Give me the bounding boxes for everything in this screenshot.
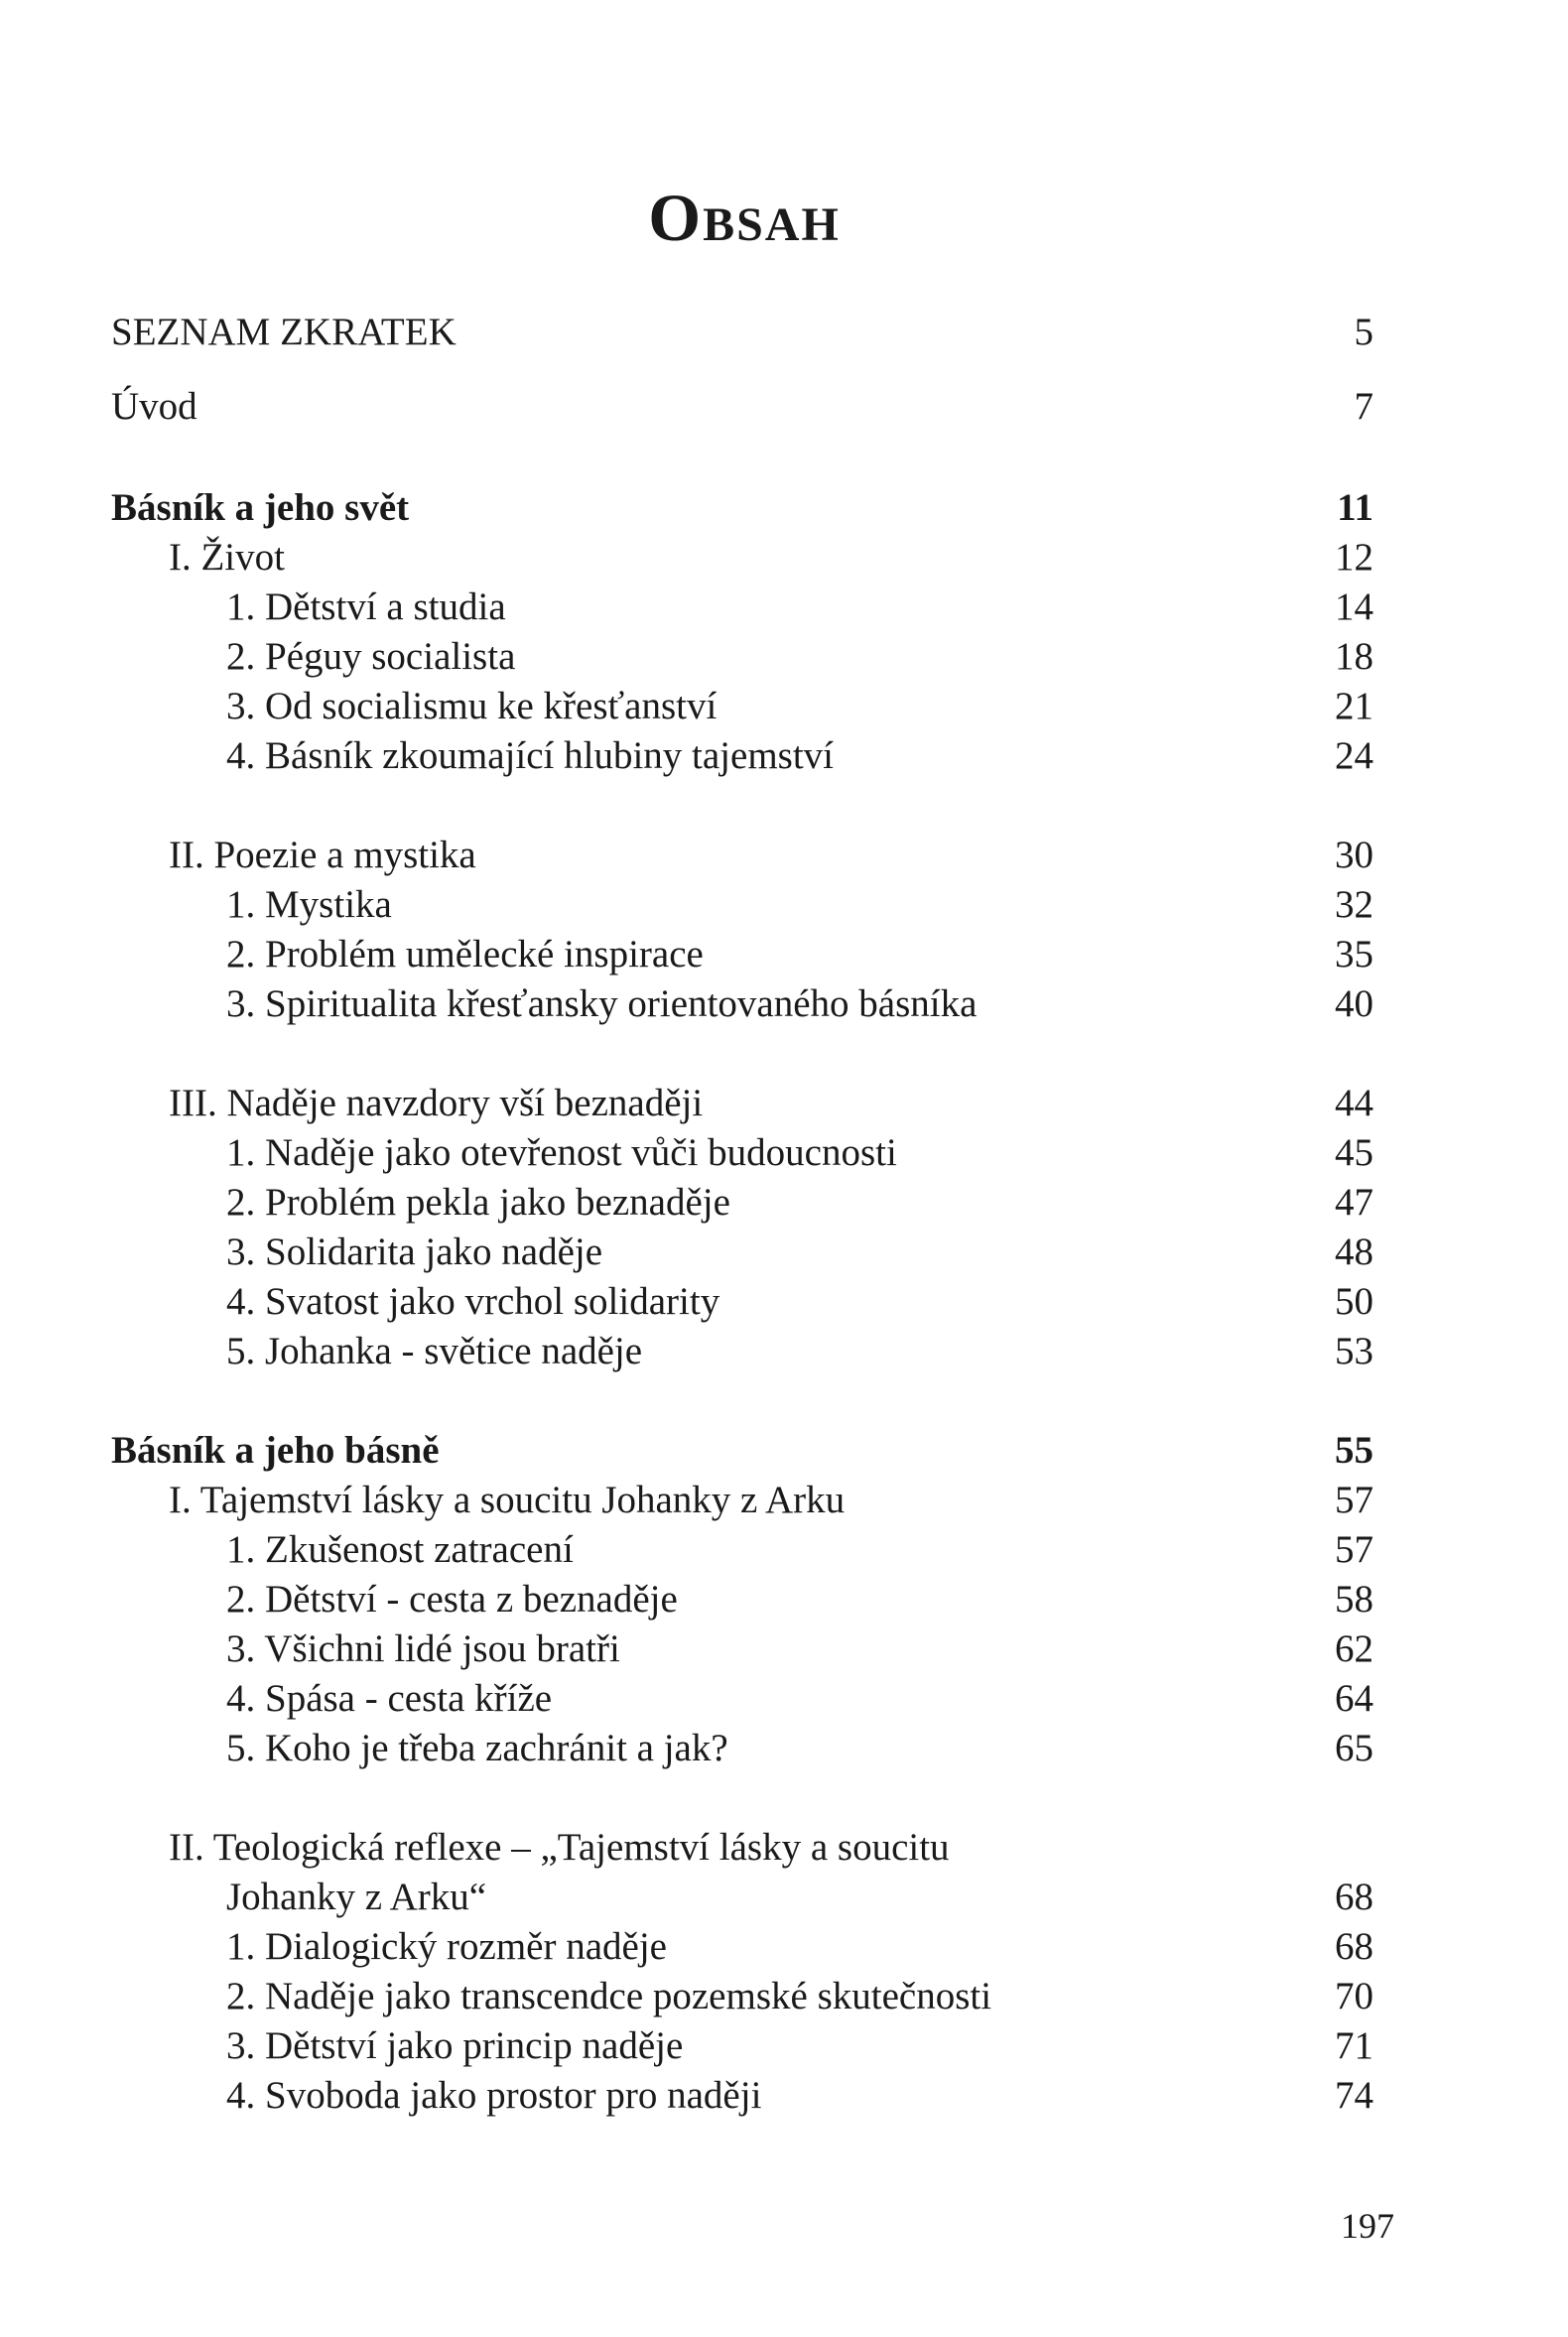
toc-entry-label: Johanky z Arku“ <box>226 1876 487 1918</box>
toc-entry-label: III. Naděje navzdory vší beznaději <box>169 1082 704 1124</box>
toc-entry-page: 35 <box>1335 933 1373 975</box>
toc-entry <box>0 2021 1568 2071</box>
toc-entry-label: 2. Problém umělecké inspirace <box>226 933 704 975</box>
toc-entry <box>0 1674 1568 1724</box>
toc-entry-page: 40 <box>1335 982 1373 1025</box>
toc-entry-label: Úvod <box>111 385 197 428</box>
toc-entry-label: 4. Spása - cesta kříže <box>226 1677 553 1720</box>
toc-entry-page: 12 <box>1335 536 1373 579</box>
toc-entry-page: 58 <box>1335 1578 1373 1621</box>
toc-entry-page: 74 <box>1335 2074 1373 2117</box>
toc-entry <box>0 2071 1568 2121</box>
toc-entry-page: 47 <box>1335 1181 1373 1224</box>
page-number: 197 <box>1341 2206 1394 2246</box>
toc-entry-page: 68 <box>1335 1876 1373 1918</box>
toc-entry-page: 68 <box>1335 1925 1373 1968</box>
toc-entry <box>0 1575 1568 1624</box>
toc-entry-label: I. Život <box>169 536 285 579</box>
toc-entry <box>0 1724 1568 1773</box>
toc-entry <box>0 1525 1568 1575</box>
toc-entry-label: 5. Johanka - světice naděje <box>226 1330 643 1372</box>
toc-entry-page: 70 <box>1335 1975 1373 2017</box>
toc-entry <box>0 1079 1568 1128</box>
toc-entry-page: 55 <box>1335 1429 1373 1472</box>
toc-entry <box>0 1624 1568 1674</box>
toc-entry-label: 5. Koho je třeba zachránit a jak? <box>226 1727 728 1769</box>
toc-entry-label: Básník a jeho svět <box>111 486 410 529</box>
toc-entry-page: 64 <box>1335 1677 1373 1720</box>
toc-entry <box>0 731 1568 781</box>
toc-entry <box>0 930 1568 979</box>
toc-entry-page: 7 <box>1354 385 1373 428</box>
toc-entry-label: I. Tajemství lásky a soucitu Johanky z Arku <box>169 1479 846 1521</box>
toc-entry-label: 3. Dětství jako princip naděje <box>226 2024 684 2067</box>
toc-entry-label: 2. Naděje jako transcendce pozemské skutečnosti <box>226 1975 992 2017</box>
toc-entry-label: Básník a jeho básně <box>111 1429 440 1472</box>
toc-entry-label: 1. Naděje jako otevřenost vůči budoucnosti <box>226 1131 897 1174</box>
toc-entry <box>0 1178 1568 1228</box>
toc-entry <box>0 483 1568 533</box>
toc-entry <box>0 308 1568 357</box>
toc-entry-page: 21 <box>1335 685 1373 727</box>
toc-entry-page: 14 <box>1335 585 1373 628</box>
toc-entry-page: 57 <box>1335 1528 1373 1571</box>
toc-entry-page: 62 <box>1335 1627 1373 1670</box>
toc-entry-label: 1. Mystika <box>226 883 392 926</box>
toc-entry <box>0 1972 1568 2021</box>
toc-entry-label: 2. Dětství - cesta z beznaděje <box>226 1578 678 1621</box>
toc-entry <box>0 1228 1568 1277</box>
toc-entry-page: 48 <box>1335 1231 1373 1273</box>
toc-entry-label: II. Teologická reflexe – „Tajemství lásky a soucitu <box>169 1826 950 1869</box>
toc-entry-label: 1. Dětství a studia <box>226 585 506 628</box>
toc-entry <box>0 1476 1568 1525</box>
toc-entry <box>0 533 1568 583</box>
toc-entry-page: 57 <box>1335 1479 1373 1521</box>
toc-entry <box>0 682 1568 731</box>
toc-entry-label: 3. Spiritualita křesťansky orientovaného básníka <box>226 982 978 1025</box>
toc-entry-label: 4. Svatost jako vrchol solidarity <box>226 1280 720 1323</box>
toc-entry <box>0 979 1568 1029</box>
toc-entry-label: SEZNAM ZKRATEK <box>111 311 457 353</box>
toc-entry-label: 2. Problém pekla jako beznaděje <box>226 1181 730 1224</box>
toc-entry-page: 45 <box>1335 1131 1373 1174</box>
toc-entry-page: 50 <box>1335 1280 1373 1323</box>
toc-entry-page: 30 <box>1335 834 1373 876</box>
toc-entry-label: 4. Básník zkoumající hlubiny tajemství <box>226 734 835 777</box>
toc-entry-label: 3. Od socialismu ke křesťanství <box>226 685 718 727</box>
toc-entry <box>0 1426 1568 1476</box>
toc-entry-label: 1. Zkušenost zatracení <box>226 1528 574 1571</box>
toc-entry <box>0 1327 1568 1376</box>
toc-entry-label: 3. Solidarita jako naděje <box>226 1231 603 1273</box>
toc-entry <box>0 1823 1568 1873</box>
toc-entry-page: 11 <box>1337 486 1373 529</box>
toc-entry-label: II. Poezie a mystika <box>169 834 476 876</box>
toc-entry <box>0 583 1568 632</box>
toc-entry-page: 71 <box>1335 2024 1373 2067</box>
toc-entry-label: 4. Svoboda jako prostor pro naději <box>226 2074 762 2117</box>
toc-entry-page: 24 <box>1335 734 1373 777</box>
toc-entry-page: 5 <box>1354 311 1373 353</box>
toc-entry-label: 2. Péguy socialista <box>226 635 516 678</box>
toc-entry <box>0 831 1568 880</box>
toc-entry <box>0 1873 1568 1922</box>
toc-entry <box>0 880 1568 930</box>
toc-entry <box>0 1128 1568 1178</box>
toc-entry-label: 3. Všichni lidé jsou bratři <box>226 1627 620 1670</box>
toc-entry-page: 53 <box>1335 1330 1373 1372</box>
toc-entry <box>0 1922 1568 1972</box>
toc-entry-label: 1. Dialogický rozměr naděje <box>226 1925 667 1968</box>
toc-entry-page: 44 <box>1335 1082 1373 1124</box>
page-title: Obsah <box>648 180 841 255</box>
toc-entry <box>0 382 1568 432</box>
toc-entry-page: 32 <box>1335 883 1373 926</box>
toc-entry-page: 18 <box>1335 635 1373 678</box>
toc-entry <box>0 632 1568 682</box>
toc-entry <box>0 1277 1568 1327</box>
toc-entry-page: 65 <box>1335 1727 1373 1769</box>
